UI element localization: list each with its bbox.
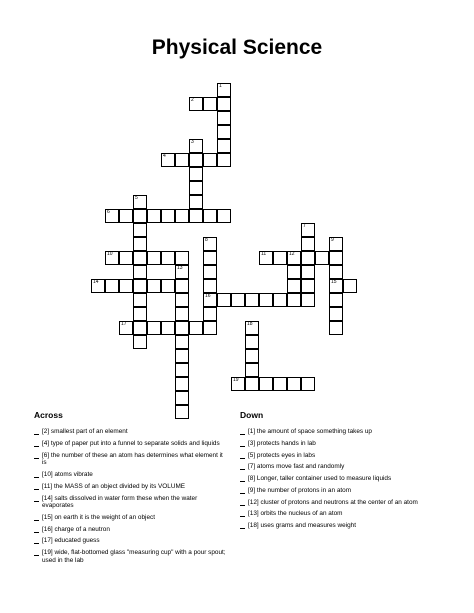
- clue-text: atoms vibrate: [52, 470, 93, 478]
- down-clue: [240, 522, 440, 530]
- clue-number: [17]: [42, 537, 53, 545]
- grid-cell[interactable]: [245, 335, 259, 349]
- grid-cell[interactable]: [245, 349, 259, 363]
- down-clue: [240, 475, 440, 483]
- grid-cell[interactable]: [203, 307, 217, 321]
- clue-number: [16]: [42, 525, 53, 533]
- grid-cell[interactable]: [301, 265, 315, 279]
- grid-cell[interactable]: [287, 293, 301, 307]
- grid-cell[interactable]: [133, 209, 147, 223]
- down-clue: [240, 487, 440, 495]
- cell-number: 14: [93, 279, 99, 285]
- answer-blank: [240, 499, 245, 506]
- grid-cell[interactable]: [273, 377, 287, 391]
- grid-cell[interactable]: [133, 335, 147, 349]
- clue-text: smallest part of an element: [49, 428, 128, 435]
- grid-cell[interactable]: [245, 321, 259, 335]
- grid-cell[interactable]: [133, 293, 147, 307]
- grid-cell[interactable]: [133, 307, 147, 321]
- clue-text: the amount of space something takes up: [255, 428, 372, 435]
- grid-cell[interactable]: [203, 237, 217, 251]
- clue-number: [10]: [42, 470, 53, 478]
- clue-number: [14]: [42, 494, 53, 502]
- clue-text: type of paper put into a funnel to separate solids and liquids: [49, 439, 220, 447]
- grid-cell[interactable]: [189, 321, 203, 335]
- clue-number: [18]: [248, 522, 259, 530]
- grid-cell[interactable]: [231, 377, 245, 391]
- grid-cell[interactable]: [147, 321, 161, 335]
- grid-cell[interactable]: [161, 209, 175, 223]
- grid-cell[interactable]: [175, 279, 189, 293]
- down-clue: [240, 463, 440, 471]
- grid-cell[interactable]: [105, 209, 119, 223]
- across-clue-list: [34, 428, 229, 569]
- grid-cell[interactable]: [175, 209, 189, 223]
- down-clue: [240, 499, 440, 507]
- grid-cell[interactable]: [175, 335, 189, 349]
- cell-number: 18: [247, 321, 253, 327]
- answer-blank: [240, 522, 245, 529]
- grid-cell[interactable]: [315, 251, 329, 265]
- cell-number: 12: [289, 251, 295, 257]
- clue-number: [4]: [42, 439, 50, 447]
- grid-cell[interactable]: [133, 279, 147, 293]
- grid-cell[interactable]: [175, 265, 189, 279]
- answer-blank: [240, 440, 245, 447]
- cell-number: 15: [331, 279, 337, 285]
- grid-cell[interactable]: [217, 83, 231, 97]
- grid-cell[interactable]: [301, 223, 315, 237]
- grid-cell[interactable]: [119, 279, 133, 293]
- cell-number: 5: [135, 195, 138, 201]
- answer-blank: [34, 471, 39, 478]
- grid-cell[interactable]: [217, 111, 231, 125]
- cell-number: 6: [107, 209, 110, 215]
- across-clue: [34, 471, 229, 479]
- grid-cell[interactable]: [91, 279, 105, 293]
- cell-number: 7: [303, 223, 306, 229]
- grid-cell[interactable]: [287, 265, 301, 279]
- cell-number: 19: [233, 377, 239, 383]
- grid-cell[interactable]: [301, 377, 315, 391]
- answer-blank: [34, 526, 39, 533]
- grid-cell[interactable]: [329, 251, 343, 265]
- cell-number: 8: [205, 237, 208, 243]
- grid-cell[interactable]: [273, 293, 287, 307]
- cell-number: 11: [261, 251, 267, 257]
- grid-cell[interactable]: [287, 251, 301, 265]
- answer-blank: [34, 549, 39, 556]
- grid-cell[interactable]: [147, 209, 161, 223]
- grid-cell[interactable]: [301, 237, 315, 251]
- grid-cell[interactable]: [105, 279, 119, 293]
- answer-blank: [34, 514, 39, 521]
- cell-number: 2: [191, 97, 194, 103]
- grid-cell[interactable]: [203, 293, 217, 307]
- clue-number: [15]: [42, 513, 53, 521]
- grid-cell[interactable]: [175, 153, 189, 167]
- down-clue-list: [240, 428, 440, 534]
- grid-cell[interactable]: [329, 293, 343, 307]
- answer-blank: [240, 452, 245, 459]
- grid-cell[interactable]: [259, 377, 273, 391]
- grid-cell[interactable]: [119, 321, 133, 335]
- grid-cell[interactable]: [133, 321, 147, 335]
- grid-cell[interactable]: [161, 251, 175, 265]
- page-title: Physical Science: [151, 36, 323, 59]
- grid-cell[interactable]: [245, 377, 259, 391]
- grid-cell[interactable]: [217, 125, 231, 139]
- grid-cell[interactable]: [217, 97, 231, 111]
- grid-cell[interactable]: [175, 391, 189, 405]
- answer-blank: [34, 483, 39, 490]
- grid-cell[interactable]: [189, 167, 203, 181]
- grid-cell[interactable]: [329, 321, 343, 335]
- down-heading: Down: [240, 410, 264, 420]
- grid-cell[interactable]: [301, 251, 315, 265]
- grid-cell[interactable]: [189, 181, 203, 195]
- down-clue: [240, 440, 440, 448]
- clue-text: charge of a neutron: [52, 525, 110, 533]
- grid-cell[interactable]: [133, 265, 147, 279]
- grid-cell[interactable]: [203, 153, 217, 167]
- grid-cell[interactable]: [217, 209, 231, 223]
- grid-cell[interactable]: [175, 377, 189, 391]
- clue-text: educated guess: [52, 537, 100, 545]
- answer-blank: [240, 463, 245, 470]
- grid-cell[interactable]: [133, 251, 147, 265]
- clue-text: orbits the nucleus of an atom: [258, 510, 343, 518]
- clue-number: [19]: [42, 549, 53, 557]
- grid-cell[interactable]: [189, 153, 203, 167]
- clue-number: [5]: [248, 451, 256, 459]
- grid-cell[interactable]: [259, 293, 273, 307]
- across-clue: [34, 428, 229, 436]
- answer-blank: [34, 495, 39, 502]
- cell-number: 1: [219, 83, 222, 89]
- grid-cell[interactable]: [175, 405, 189, 419]
- grid-cell[interactable]: [245, 293, 259, 307]
- clue-text: atoms move fast and randomly: [255, 463, 345, 471]
- answer-blank: [240, 428, 245, 435]
- grid-cell[interactable]: [189, 139, 203, 153]
- clue-text: the MASS of an object divided by its VOLUME: [52, 482, 186, 490]
- grid-cell[interactable]: [245, 363, 259, 377]
- grid-cell[interactable]: [231, 293, 245, 307]
- clue-text: cluster of protons and neutrons at the center of an atom: [258, 498, 418, 506]
- clue-text: the number of protons in an atom: [255, 486, 352, 494]
- grid-cell[interactable]: [189, 195, 203, 209]
- cell-number: 9: [331, 237, 334, 243]
- clue-number: [8]: [248, 475, 256, 483]
- grid-cell[interactable]: [189, 209, 203, 223]
- clue-number: [3]: [248, 439, 256, 447]
- grid-cell[interactable]: [203, 321, 217, 335]
- grid-cell[interactable]: [203, 279, 217, 293]
- cell-number: 4: [163, 153, 166, 159]
- clue-number: [6]: [42, 451, 50, 459]
- grid-cell[interactable]: [217, 139, 231, 153]
- across-clue: [34, 514, 229, 522]
- grid-cell[interactable]: [273, 251, 287, 265]
- grid-cell[interactable]: [133, 237, 147, 251]
- grid-cell[interactable]: [175, 307, 189, 321]
- grid-cell[interactable]: [175, 293, 189, 307]
- clue-text: the number of these an atom has determines what element it is: [42, 451, 223, 467]
- grid-cell[interactable]: [119, 251, 133, 265]
- clue-text: on earth it is the weight of an object: [52, 513, 155, 521]
- grid-cell[interactable]: [343, 279, 357, 293]
- grid-cell[interactable]: [301, 293, 315, 307]
- clue-number: [1]: [248, 428, 256, 435]
- grid-cell[interactable]: [133, 195, 147, 209]
- answer-blank: [240, 510, 245, 517]
- grid-cell[interactable]: [133, 223, 147, 237]
- across-clue: [34, 495, 229, 510]
- grid-cell[interactable]: [203, 209, 217, 223]
- across-clue: [34, 483, 229, 491]
- grid-cell[interactable]: [329, 279, 343, 293]
- grid-cell[interactable]: [329, 265, 343, 279]
- across-heading: Across: [34, 410, 63, 420]
- grid-cell[interactable]: [175, 251, 189, 265]
- grid-cell[interactable]: [301, 279, 315, 293]
- grid-cell[interactable]: [329, 307, 343, 321]
- grid-cell[interactable]: [329, 237, 343, 251]
- grid-cell[interactable]: [175, 321, 189, 335]
- grid-cell[interactable]: [147, 279, 161, 293]
- grid-cell[interactable]: [175, 349, 189, 363]
- grid-cell[interactable]: [203, 251, 217, 265]
- down-clue: [240, 452, 440, 460]
- across-clue: [34, 549, 229, 564]
- answer-blank: [34, 428, 39, 435]
- cell-number: 16: [205, 293, 211, 299]
- grid-cell[interactable]: [147, 251, 161, 265]
- grid-cell[interactable]: [203, 265, 217, 279]
- down-clue: [240, 428, 440, 436]
- grid-cell[interactable]: [259, 251, 273, 265]
- answer-blank: [240, 475, 245, 482]
- across-clue: [34, 440, 229, 448]
- cell-number: 17: [121, 321, 127, 327]
- clue-text: wide, flat-bottomed glass "measuring cup" with a pour spout; used in the lab: [42, 549, 226, 564]
- clue-number: [13]: [248, 510, 259, 518]
- grid-cell[interactable]: [217, 153, 231, 167]
- across-clue: [34, 452, 229, 467]
- clue-number: [7]: [248, 463, 256, 471]
- grid-cell[interactable]: [161, 279, 175, 293]
- answer-blank: [34, 537, 39, 544]
- clue-text: protects hands in lab: [255, 439, 316, 447]
- grid-cell[interactable]: [287, 279, 301, 293]
- clue-text: Longer, taller container used to measure liquids: [255, 475, 392, 483]
- grid-cell[interactable]: [161, 321, 175, 335]
- clue-text: protects eyes in labs: [255, 451, 316, 459]
- across-clue: [34, 526, 229, 534]
- grid-cell[interactable]: [189, 97, 203, 111]
- answer-blank: [34, 452, 39, 459]
- clue-number: [11]: [42, 482, 53, 490]
- clue-text: salts dissolved in water form these when the water evaporates: [42, 494, 198, 510]
- grid-cell[interactable]: [217, 293, 231, 307]
- grid-cell[interactable]: [105, 251, 119, 265]
- cell-number: 10: [107, 251, 113, 257]
- grid-cell[interactable]: [175, 363, 189, 377]
- answer-blank: [34, 440, 39, 447]
- grid-cell[interactable]: [287, 377, 301, 391]
- across-clue: [34, 537, 229, 545]
- clue-text: uses grams and measures weight: [258, 522, 356, 530]
- cell-number: 13: [177, 265, 183, 271]
- grid-cell[interactable]: [203, 97, 217, 111]
- cell-number: 3: [191, 139, 194, 145]
- grid-cell[interactable]: [161, 153, 175, 167]
- down-clue: [240, 510, 440, 518]
- clue-number: [2]: [42, 428, 50, 435]
- clue-number: [9]: [248, 486, 256, 494]
- grid-cell[interactable]: [119, 209, 133, 223]
- answer-blank: [240, 487, 245, 494]
- clue-number: [12]: [248, 498, 259, 506]
